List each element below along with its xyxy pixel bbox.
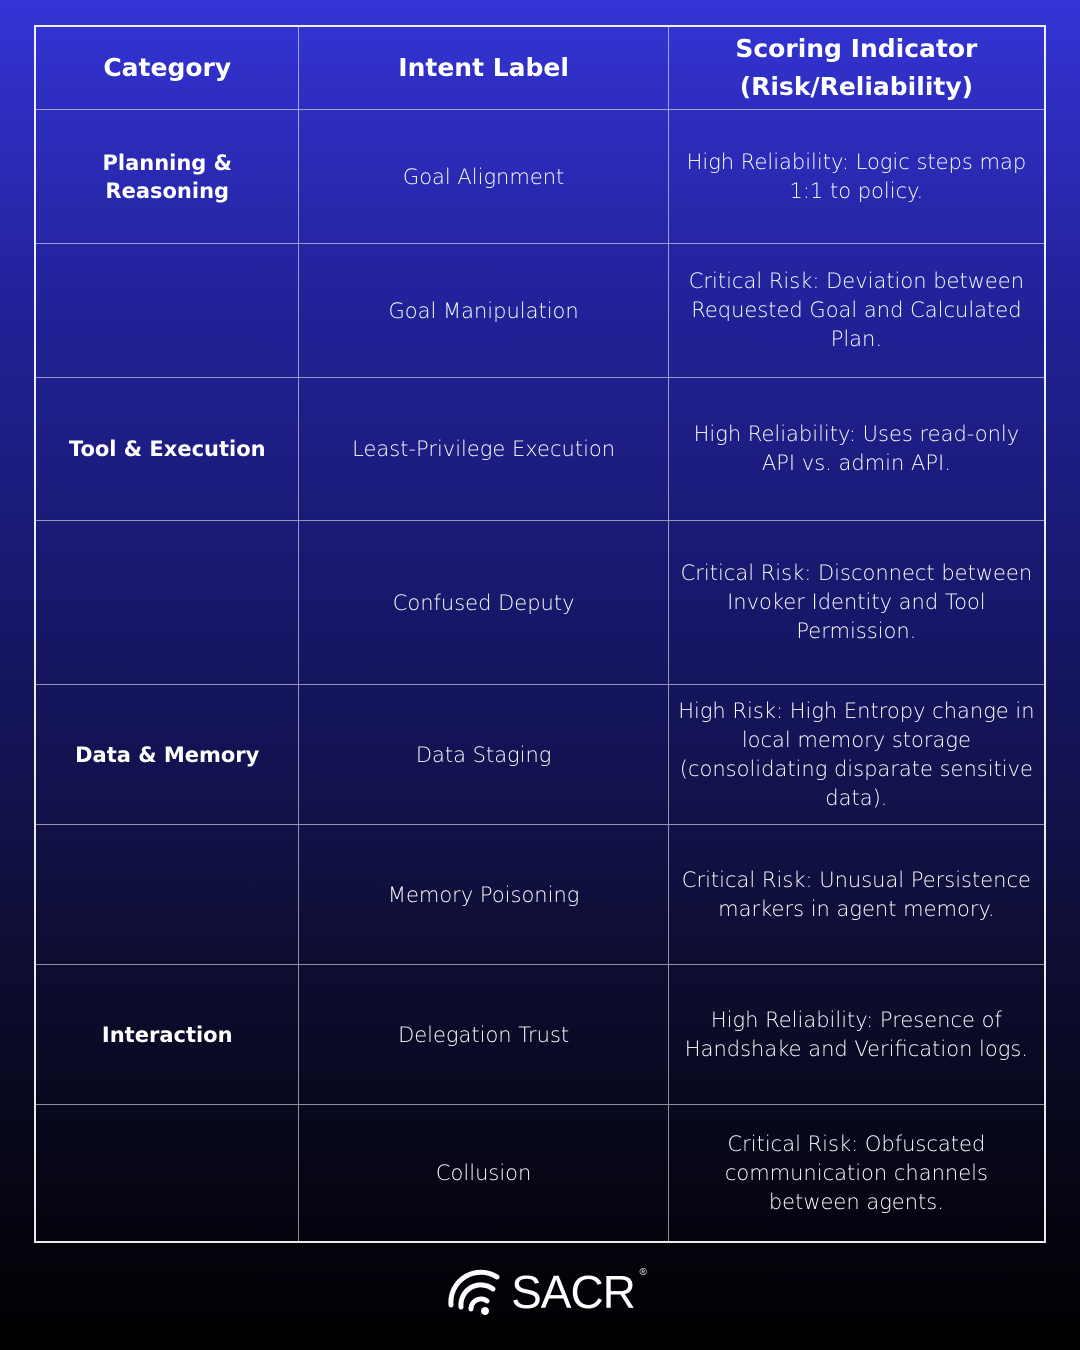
table-row <box>36 824 1044 964</box>
header-scoring-indicator: Scoring Indicator (Risk/Reliability) <box>735 34 978 101</box>
category-cell <box>36 244 299 377</box>
scoring-indicator-cell: Critical Risk: Unusual Persistence markers in agent memory. <box>681 867 1031 921</box>
intent-label-cell: Least-Privilege Execution <box>299 378 668 520</box>
intent-scoring-table <box>34 25 1046 1243</box>
category-cell <box>36 521 299 684</box>
category-cell: Tool & Execution <box>36 378 299 520</box>
table-row <box>36 684 1044 824</box>
category-cell: Interaction <box>36 965 299 1104</box>
scoring-indicator-cell: Critical Risk: Deviation between Requested Goal and Calculated Plan. <box>688 269 1025 351</box>
intent-label-cell: Data Staging <box>299 685 668 824</box>
scoring-indicator-cell: High Risk: High Entropy change in local memory storage (consolidating disparate sensitive data). <box>678 698 1035 810</box>
table-row <box>36 109 1044 243</box>
table-row <box>36 520 1044 684</box>
scoring-indicator-cell: High Reliability: Uses read-only API vs. admin API. <box>693 422 1020 475</box>
table-header-row <box>36 27 1044 109</box>
registered-mark: ® <box>639 1267 647 1278</box>
header-intent-label: Intent Label <box>299 27 668 109</box>
logo-wordmark: SACR ® <box>511 1266 647 1318</box>
header-category: Category <box>36 27 299 109</box>
scoring-indicator-cell: Critical Risk: Obfuscated communication channels between agents. <box>724 1131 988 1214</box>
table-row <box>36 377 1044 520</box>
intent-label-cell: Goal Alignment <box>299 110 668 243</box>
category-cell: Data & Memory <box>36 685 299 824</box>
footer <box>0 1262 1080 1322</box>
intent-label-cell: Memory Poisoning <box>299 825 668 964</box>
category-cell: Planning & Reasoning <box>36 110 299 243</box>
scoring-indicator-cell: High Reliability: Presence of Handshake and Verification logs. <box>684 1007 1028 1061</box>
wifi-signal-icon <box>445 1267 507 1317</box>
sacr-logo <box>445 1265 647 1319</box>
scoring-indicator-cell: Critical Risk: Disconnect between Invoker Identity and Tool Permission. <box>680 561 1033 643</box>
table-row <box>36 964 1044 1104</box>
table-row <box>36 243 1044 377</box>
intent-label-cell: Goal Manipulation <box>299 244 668 377</box>
intent-label-cell: Confused Deputy <box>299 521 668 684</box>
scoring-indicator-cell: High Reliability: Logic steps map 1:1 to policy. <box>686 149 1027 203</box>
table-row <box>36 1104 1044 1241</box>
intent-label-cell: Collusion <box>299 1105 668 1241</box>
category-cell <box>36 825 299 964</box>
category-cell <box>36 1105 299 1241</box>
intent-label-cell: Delegation Trust <box>299 965 668 1104</box>
